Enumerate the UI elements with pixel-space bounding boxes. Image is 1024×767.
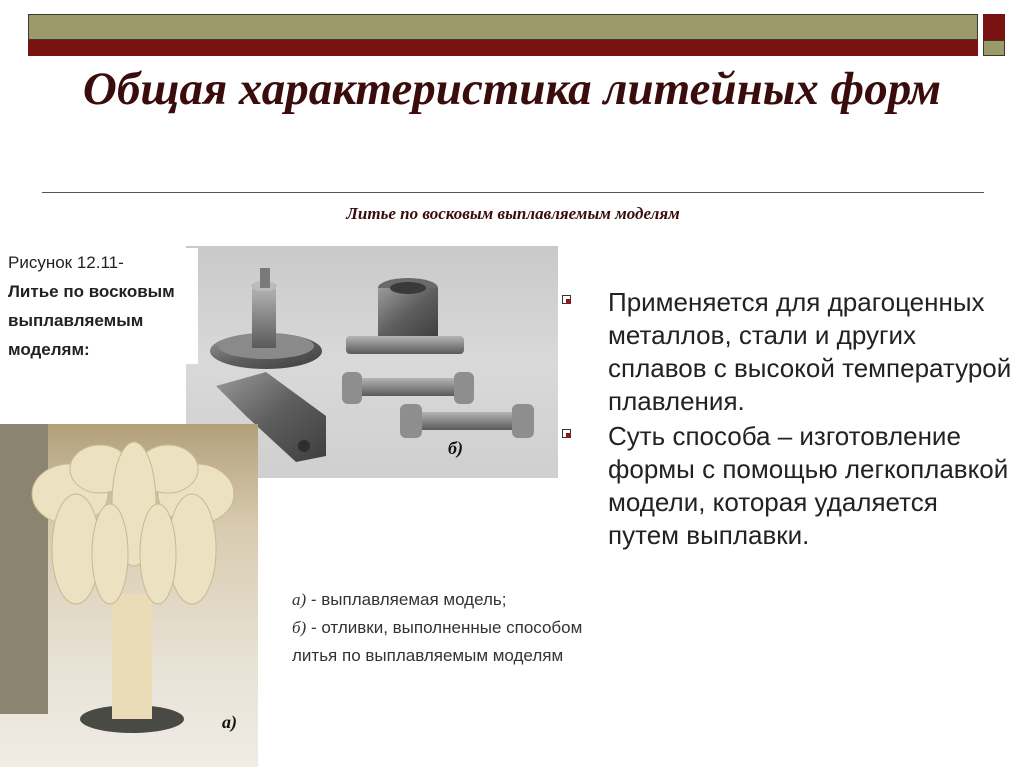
figure-caption [8,248,198,364]
wax-model-illustration [0,424,258,767]
bullet-list [562,286,1014,554]
legend-a-text: - выплавляемая модель; [306,590,507,609]
square-bullet-icon [562,295,571,304]
header-bar-olive [28,14,978,40]
photo-label-a: а) [222,712,237,732]
square-bullet-icon [562,429,571,438]
header-bar-red [28,40,978,56]
photo-label-b: б) [448,438,463,458]
page-title: Общая характеристика литейных форм [82,63,942,115]
figure-legend [292,586,592,670]
legend-b-text: - отливки, выполненные способом литья по выплавляемым моделям [292,618,583,665]
header-square-red [983,14,1005,40]
bullet-text: Суть способа – изготовление формы с помощью легкоплавкой модели, которая удаляется путем выплавки. [608,421,1009,550]
figure-number: Рисунок 12.11- [8,253,124,272]
figure-caption-text: Литье по восковым выплавляемым моделям: [8,282,175,359]
bullet-text: Применяется для драгоценных металлов, стали и других сплавов с высокой температурой плавления. [608,287,1012,416]
wax-model-photo [0,424,258,767]
legend-a-marker: а) [292,590,307,609]
bullet-item [562,286,1014,418]
bullet-item [562,420,1014,552]
legend-b-marker: б) [292,618,307,637]
title-divider [42,192,984,193]
header-square-olive [983,40,1005,56]
page-subtitle: Литье по восковым выплавляемым моделям [346,204,680,223]
